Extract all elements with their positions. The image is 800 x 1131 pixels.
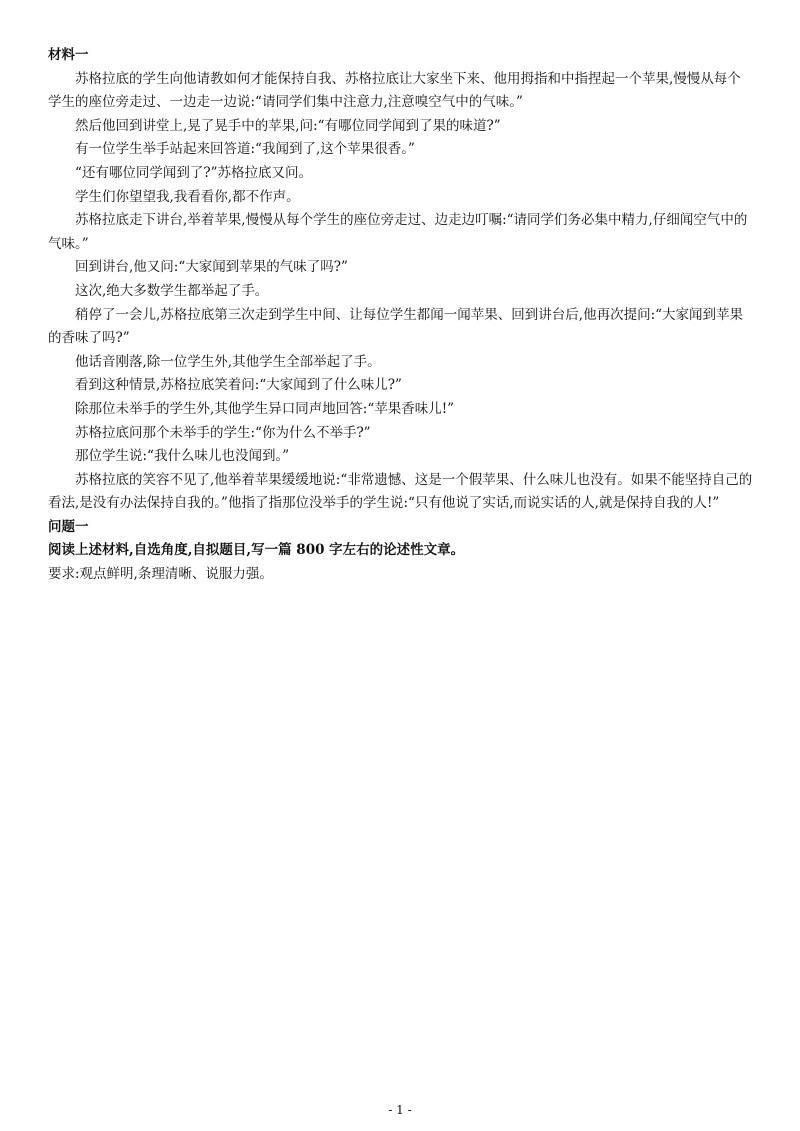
page-number: - 1 - [388,1103,412,1117]
question-requirement: 要求:观点鲜明,条理清晰、说服力强。 [48,566,273,583]
material-paragraph: 这次,绝大多数学生都举起了手。 [75,282,269,299]
material-paragraph: 然后他回到讲堂上,晃了晃手中的苹果,问:“有哪位同学闻到了果的味道?” [75,117,501,134]
material-paragraph: 苏格拉底问那个未举手的学生:“你为什么不举手?” [75,424,371,441]
material-paragraph: 稍停了一会儿,苏格拉底第三次走到学生中间、让每位学生都闻一闻苹果、回到讲台后,他再次提问:“大家闻到苹果的香味了吗?” [48,306,744,347]
material-paragraph: 苏格拉底走下讲台,举着苹果,慢慢从每个学生的座位旁走过、边走边叮嘱:“请同学们务必集中精力,仔细闻空气中的气味。” [48,212,748,252]
material-paragraph: 学生们你望望我,我看看你,都不作声。 [75,188,300,205]
material-paragraph: 有一位学生举手站起来回答道:“我闻到了,这个苹果很香。” [75,141,415,158]
material-paragraph: “还有哪位同学闻到了?”苏格拉底又问。 [75,164,313,181]
material-paragraph: 苏格拉底的笑容不见了,他举着苹果缓缓地说:“非常遗憾、这是一个假苹果、什么味儿也没有。如果不能坚持自己的看法,是没有办法保持自我的。”他指了指那位没举手的学生说:“只有他说了实话,而说实话的人,就是保持自我的人!” [48,471,753,512]
question-heading: 问题一 [48,518,89,535]
material-paragraph: 看到这种情景,苏格拉底笑着问:“大家闻到了什么味儿?” [75,377,402,394]
material-paragraph: 苏格拉底的学生向他请教如何才能保持自我、苏格拉底让大家坐下来、他用拇指和中指捏起一个苹果,慢慢从每个学生的座位旁走过、一边走一边说:“请同学们集中注意力,注意嗅空气中的气味。” [48,70,741,111]
question-prompt: 阅读上述材料,自选角度,自拟题目,写一篇 800 字左右的论述性文章。 [48,542,465,559]
document-body [48,44,754,587]
material-paragraph: 除那位未举手的学生外,其他学生异口同声地回答:“苹果香味儿!” [75,400,455,417]
material-paragraph: 那位学生说:“我什么味儿也没闻到。” [75,448,290,465]
material-paragraph: 回到讲台,他又问:“大家闻到苹果的气味了吗?” [75,259,348,276]
material-paragraph: 他话音刚落,除一位学生外,其他学生全部举起了手。 [75,353,381,370]
material-heading: 材料一 [48,47,89,63]
